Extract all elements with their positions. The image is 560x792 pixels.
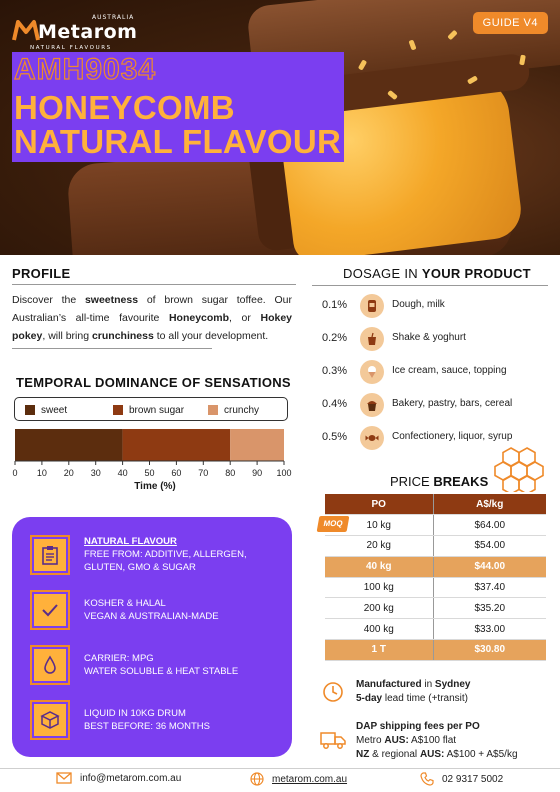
x-tick-label: 50 — [144, 468, 155, 478]
po-cell: 100 kg — [325, 577, 433, 598]
price-cell: $35.20 — [433, 598, 546, 619]
globe-icon — [250, 772, 264, 786]
email-link[interactable]: info@metarom.com.au — [80, 772, 182, 784]
feature-line: BEST BEFORE: 36 MONTHS — [84, 721, 210, 732]
feature-carrier — [30, 645, 290, 685]
table-row-highlight — [325, 556, 546, 577]
price-table — [325, 494, 546, 661]
shipping-info: DAP shipping fees per PO Metro AUS: A$100 flat NZ & regional AUS: A$100 + A$5/kg — [356, 721, 518, 760]
phone-icon — [420, 772, 434, 786]
tds-chart — [0, 420, 300, 478]
legend-item-crunchy — [208, 404, 259, 416]
dosage-row — [322, 294, 552, 318]
table-row — [325, 598, 546, 619]
dough-icon — [360, 294, 384, 318]
dosage-label: Bakery, pastry, bars, cereal — [392, 398, 513, 409]
feature-text — [84, 652, 238, 678]
website-link[interactable]: metarom.com.au — [272, 773, 348, 785]
bar-sweet — [15, 429, 123, 461]
column-header-price: A$/kg — [433, 494, 546, 515]
dosage-row — [322, 393, 552, 417]
moq-badge: MOQ — [317, 516, 350, 532]
table-header — [325, 494, 546, 515]
price-cell: $64.00 — [433, 515, 546, 536]
legend-item-brown-sugar — [113, 404, 184, 416]
dosage-label: Shake & yoghurt — [392, 332, 466, 343]
feature-icon-frame — [30, 590, 70, 630]
clock-icon — [322, 681, 344, 703]
feature-line: KOSHER & HALAL — [84, 598, 166, 609]
droplet-icon — [43, 655, 57, 675]
feature-text — [84, 707, 210, 733]
dosage-percent: 0.1% — [322, 299, 348, 311]
dosage-percent: 0.5% — [322, 431, 348, 443]
po-cell: 1 T — [325, 640, 433, 661]
po-cell: 40 kg — [325, 556, 433, 577]
feature-line: GLUTEN, GMO & SUGAR — [84, 562, 196, 573]
honeycomb-icon — [494, 446, 544, 492]
column-header-po: PO — [325, 494, 433, 515]
dosage-row — [322, 327, 552, 351]
feature-kosher — [30, 590, 290, 630]
feature-icon-frame — [30, 645, 70, 685]
table-row — [325, 515, 546, 536]
dosage-percent: 0.2% — [322, 332, 348, 344]
feature-text — [84, 535, 247, 574]
feature-icon-frame — [30, 535, 70, 575]
title-line-1: HONEYCOMB — [14, 89, 235, 126]
table-row — [325, 577, 546, 598]
legend-label: crunchy — [224, 404, 260, 416]
manufacturing-info: Manufactured in Sydney 5-day lead time (+transit) — [356, 679, 471, 704]
logo-mark-icon — [12, 16, 40, 44]
title-line-2: NATURAL FLAVOUR — [14, 123, 342, 160]
feature-icon-frame — [30, 700, 70, 740]
x-tick-label: 20 — [63, 468, 74, 478]
guide-version-badge: GUIDE V4 — [473, 12, 548, 34]
price-cell: $54.00 — [433, 536, 546, 557]
footer-divider — [0, 768, 560, 769]
x-tick-label: 100 — [276, 468, 292, 478]
candy-icon — [360, 426, 384, 450]
tds-heading: TEMPORAL DOMINANCE OF SENSATIONS — [16, 375, 291, 390]
legend-swatch — [113, 405, 123, 415]
table-row-highlight — [325, 640, 546, 661]
table-row — [325, 619, 546, 640]
checkmark-icon — [41, 602, 59, 618]
feature-title: NATURAL FLAVOUR — [84, 536, 177, 547]
profile-description: Discover the sweetness of brown sugar toffee. Our Australian’s all-time favourite Honeycomb, or Hokey pokey, will bring crunchiness to all your development. — [12, 294, 292, 342]
feature-packaging — [30, 700, 290, 740]
dosage-label: Ice cream, sauce, topping — [392, 365, 507, 376]
dosage-percent: 0.4% — [322, 398, 348, 410]
logo-word: Metarom — [38, 21, 138, 43]
po-cell: 200 kg — [325, 598, 433, 619]
dosage-row — [322, 360, 552, 384]
phone-number[interactable]: 02 9317 5002 — [442, 773, 504, 785]
x-tick-label: 90 — [252, 468, 263, 478]
profile-heading: PROFILE — [12, 266, 71, 281]
x-tick-label: 10 — [36, 468, 47, 478]
dosage-heading: DOSAGE IN YOUR PRODUCT — [343, 266, 531, 281]
hero-image — [0, 0, 560, 255]
clipboard-icon — [41, 545, 59, 565]
shake-icon — [360, 327, 384, 351]
legend-swatch — [208, 405, 218, 415]
divider — [312, 285, 548, 286]
divider — [12, 348, 212, 349]
legend-swatch — [25, 405, 35, 415]
ice-cream-icon — [360, 360, 384, 384]
feature-text — [84, 597, 219, 623]
x-tick-label: 40 — [117, 468, 128, 478]
po-cell: 400 kg — [325, 619, 433, 640]
x-tick-label: 60 — [171, 468, 182, 478]
po-cell: 20 kg — [325, 536, 433, 557]
truck-icon — [320, 730, 346, 750]
legend-label: brown sugar — [129, 404, 185, 416]
price-cell: $33.00 — [433, 619, 546, 640]
footer-website[interactable] — [250, 772, 347, 786]
bar-brown-sugar — [123, 429, 231, 461]
dosage-percent: 0.3% — [322, 365, 348, 377]
x-tick-label: 0 — [12, 468, 18, 478]
product-code: AMH9034 — [14, 53, 157, 86]
x-tick-label: 80 — [225, 468, 236, 478]
legend-item-sweet — [25, 404, 67, 416]
mail-icon — [56, 772, 72, 784]
divider — [12, 284, 296, 285]
cupcake-icon — [360, 393, 384, 417]
box-icon — [40, 711, 60, 729]
dosage-label: Dough, milk — [392, 299, 445, 310]
price-breaks-title: PRICE BREAKS — [390, 474, 489, 489]
price-cell: $44.00 — [433, 556, 546, 577]
po-cell: 10 kg — [325, 515, 433, 536]
logo-subtitle: NATURAL FLAVOURS — [30, 45, 112, 51]
price-cell: $30.80 — [433, 640, 546, 661]
footer-phone[interactable] — [420, 772, 503, 786]
logo-superscript: AUSTRALIA — [92, 14, 135, 21]
chart-legend — [14, 397, 288, 421]
price-cell: $37.40 — [433, 577, 546, 598]
footer-email[interactable] — [56, 772, 181, 784]
feature-line: WATER SOLUBLE & HEAT STABLE — [84, 666, 239, 677]
x-axis-label: Time (%) — [134, 481, 176, 492]
legend-label: sweet — [41, 404, 68, 416]
x-tick-label: 30 — [90, 468, 101, 478]
x-tick-label: 70 — [198, 468, 209, 478]
feature-line: VEGAN & AUSTRALIAN-MADE — [84, 611, 219, 622]
bar-crunchy — [230, 429, 284, 461]
feature-line: FREE FROM: ADDITIVE, ALLERGEN, — [84, 549, 247, 560]
feature-line: CARRIER: MPG — [84, 653, 154, 664]
dosage-label: Confectionery, liquor, syrup — [392, 431, 513, 442]
table-row — [325, 536, 546, 557]
feature-line: LIQUID IN 10KG DRUM — [84, 708, 186, 719]
feature-natural — [30, 535, 290, 575]
metarom-logo[interactable] — [12, 12, 138, 54]
